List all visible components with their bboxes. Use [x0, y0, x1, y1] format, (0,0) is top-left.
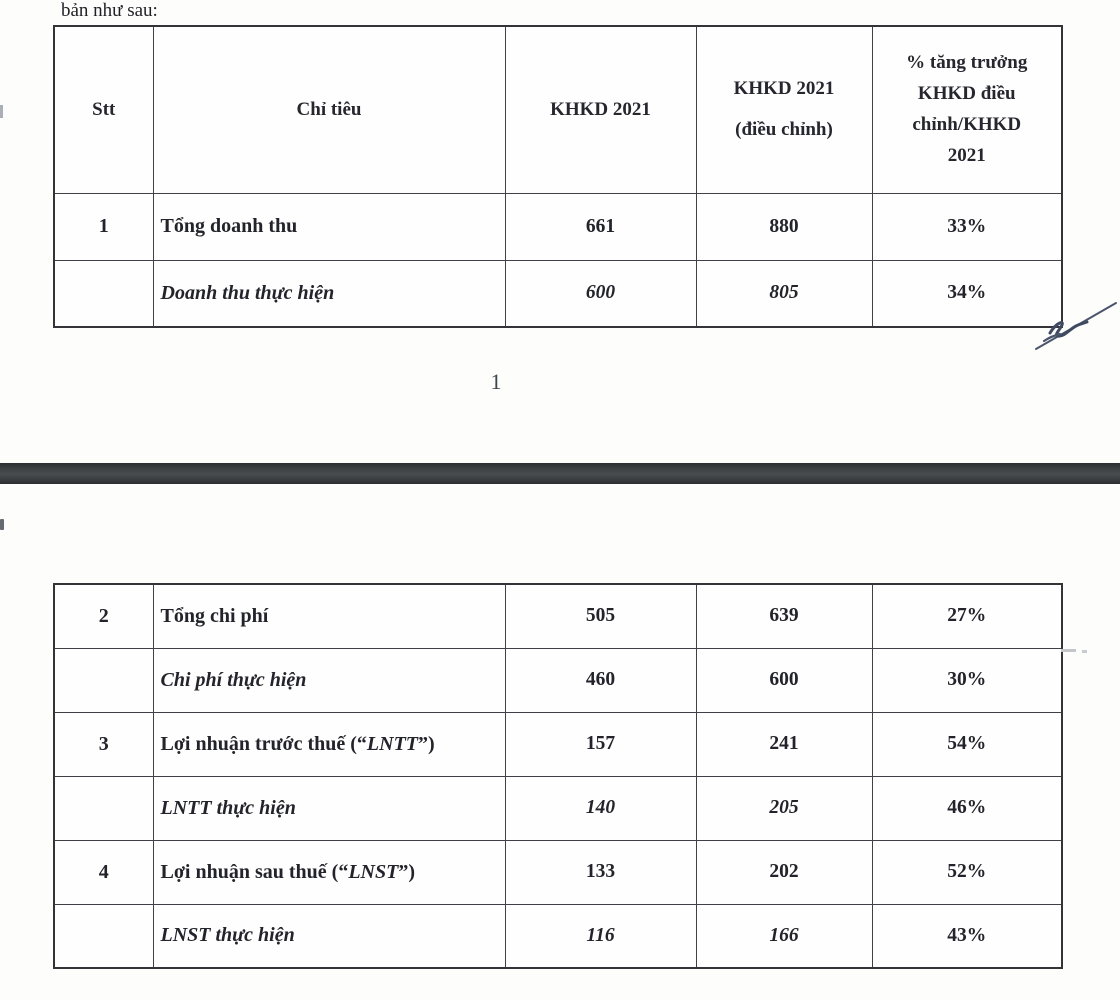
table-header-row	[54, 26, 1062, 193]
cell-stt	[54, 648, 153, 712]
khkd-table-page2	[53, 583, 1063, 969]
column-header: KHKD 2021	[505, 26, 696, 193]
cell-value: 116	[505, 904, 696, 968]
cell-stt	[54, 260, 153, 327]
cell-percent: 54%	[872, 712, 1062, 776]
cell-stt: 4	[54, 840, 153, 904]
cell-stt: 3	[54, 712, 153, 776]
label-segment: Lợi nhuận sau thuế (“	[160, 860, 349, 883]
column-header: % tăng trưởng KHKD điều chỉnh/KHKD 2021	[872, 26, 1062, 193]
table-row	[54, 584, 1062, 648]
cell-stt	[54, 776, 153, 840]
label-segment: Lợi nhuận trước thuế (“	[160, 732, 367, 755]
cell-label	[153, 840, 505, 904]
cell-label	[153, 260, 505, 327]
cell-label	[153, 904, 505, 968]
cell-value: 202	[696, 840, 872, 904]
label-segment: Tổng doanh thu	[160, 215, 298, 237]
label-segment: ”)	[398, 860, 415, 883]
cell-percent: 34%	[872, 260, 1062, 327]
column-header: Chỉ tiêu	[153, 26, 505, 193]
cell-value: 157	[505, 712, 696, 776]
label-segment: LNST	[348, 860, 399, 883]
cell-percent: 46%	[872, 776, 1062, 840]
cell-value: 880	[696, 193, 872, 260]
cell-stt: 2	[54, 584, 153, 648]
cell-label	[153, 584, 505, 648]
cell-value: 600	[696, 648, 872, 712]
scan-speck	[0, 519, 4, 530]
scan-dash-mark	[1082, 650, 1087, 653]
label-segment: LNST thực hiện	[160, 924, 295, 947]
table-row	[54, 840, 1062, 904]
label-segment: LNTT thực hiện	[160, 796, 296, 819]
table-row	[54, 260, 1062, 327]
table-row	[54, 193, 1062, 260]
cell-value: 140	[505, 776, 696, 840]
cell-value: 205	[696, 776, 872, 840]
cell-value: 166	[696, 904, 872, 968]
intro-text: bản như sau:	[61, 0, 158, 21]
cell-value: 600	[505, 260, 696, 327]
khkd-table-page1	[53, 25, 1063, 328]
label-segment: LNTT	[366, 732, 418, 755]
cell-value: 661	[505, 193, 696, 260]
cell-value: 133	[505, 840, 696, 904]
cell-label	[153, 776, 505, 840]
cell-label	[153, 193, 505, 260]
scan-speck	[0, 105, 3, 118]
table-row	[54, 712, 1062, 776]
table-row	[54, 776, 1062, 840]
cell-value: 505	[505, 584, 696, 648]
cell-stt: 1	[54, 193, 153, 260]
label-segment: Chi phí thực hiện	[160, 668, 307, 691]
cell-percent: 52%	[872, 840, 1062, 904]
cell-percent: 27%	[872, 584, 1062, 648]
page-number: 1	[490, 369, 502, 394]
signature-mark	[1030, 295, 1120, 357]
cell-value: 241	[696, 712, 872, 776]
scan-dash-mark	[1061, 649, 1076, 652]
column-header: Stt	[54, 26, 153, 193]
page-separator-bar	[0, 463, 1120, 484]
label-segment: Doanh thu thực hiện	[160, 281, 335, 304]
cell-value: 460	[505, 648, 696, 712]
column-header: KHKD 2021 (điều chỉnh)	[696, 26, 872, 193]
label-segment: ”)	[418, 732, 435, 755]
label-segment: Tổng chi phí	[160, 604, 269, 627]
cell-stt	[54, 904, 153, 968]
table-row	[54, 904, 1062, 968]
cell-label	[153, 712, 505, 776]
cell-value: 639	[696, 584, 872, 648]
cell-percent: 33%	[872, 193, 1062, 260]
cell-percent: 43%	[872, 904, 1062, 968]
cell-percent: 30%	[872, 648, 1062, 712]
cell-label	[153, 648, 505, 712]
cell-value: 805	[696, 260, 872, 327]
table-row	[54, 648, 1062, 712]
